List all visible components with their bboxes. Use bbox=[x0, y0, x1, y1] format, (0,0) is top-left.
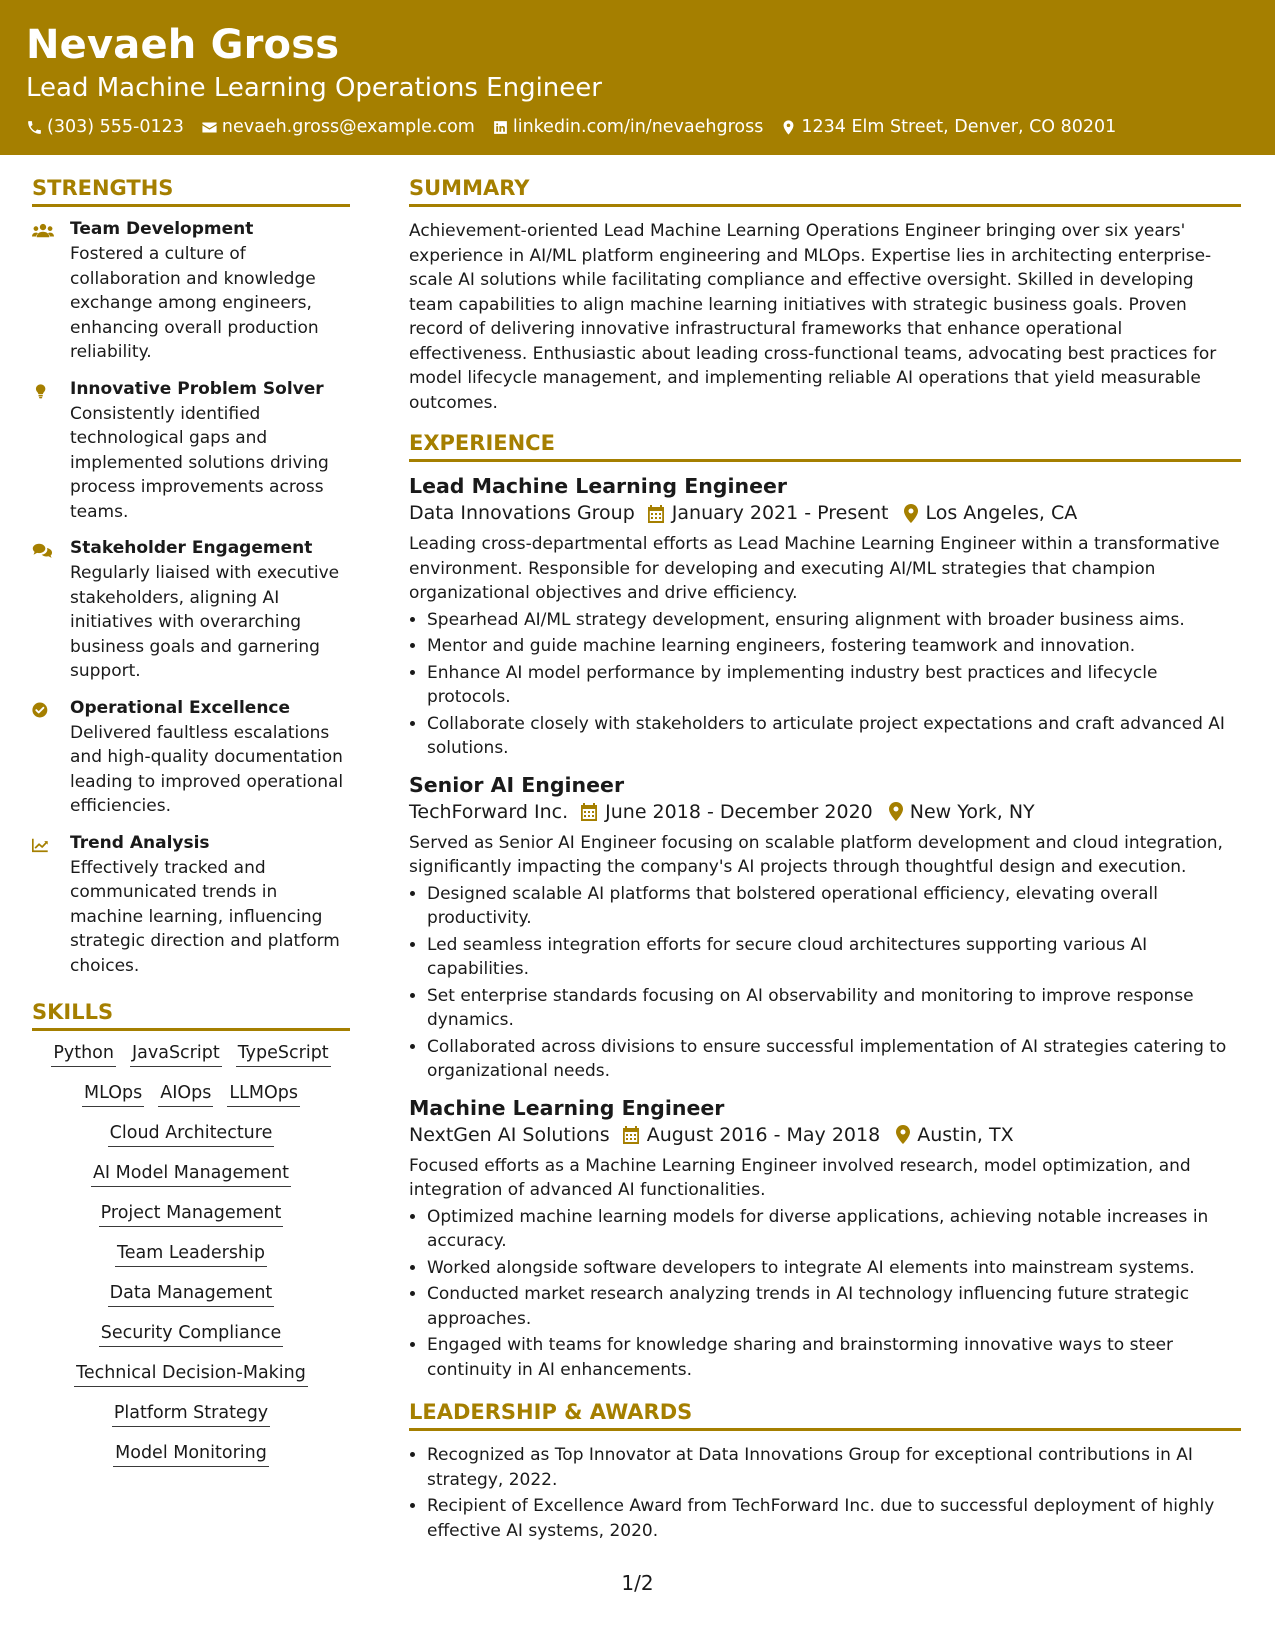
job-company: NextGen AI Solutions bbox=[409, 1123, 610, 1146]
skill-tag: JavaScript bbox=[130, 1043, 222, 1067]
job-bullets bbox=[409, 608, 1241, 761]
job-bullet: • Led seamless integration efforts for secure cloud architectures supporting various AI capabilities. bbox=[427, 933, 1241, 982]
contact-bar bbox=[26, 117, 1133, 137]
job-meta bbox=[409, 801, 1241, 823]
skills-heading: SKILLS bbox=[32, 1000, 350, 1031]
job-title: Senior AI Engineer bbox=[409, 772, 625, 797]
job-location: Austin, TX bbox=[917, 1123, 1014, 1146]
job-description: Served as Senior AI Engineer focusing on scalable platform development and cloud integration, significantly impacting the company's AI projects through thoughtful design and execution. bbox=[409, 832, 1223, 877]
skill-tag: AI Model Management bbox=[91, 1163, 291, 1187]
job-bullet: • Enhance AI model performance by implementing industry best practices and lifecycle protocols. bbox=[427, 661, 1241, 710]
strengths-heading: STRENGTHS bbox=[32, 176, 350, 207]
map-marker-icon bbox=[896, 1125, 910, 1144]
job-bullet: • Collaborate closely with stakeholders to articulate project expectations and craft advanced AI solutions. bbox=[427, 712, 1241, 761]
strength-desc: Consistently identified technological gaps and implemented solutions driving process improvements across teams. bbox=[70, 403, 329, 522]
job-location: New York, NY bbox=[909, 800, 1035, 823]
job-dates: January 2021 - Present bbox=[671, 502, 889, 524]
strength-item bbox=[32, 538, 350, 684]
skill-tag: TypeScript bbox=[236, 1043, 331, 1067]
contact-address bbox=[780, 117, 1116, 137]
job-bullet: • Mentor and guide machine learning engineers, fostering teamwork and innovation. bbox=[427, 634, 1241, 659]
strength-title: Trend Analysis bbox=[70, 832, 210, 853]
job-meta bbox=[409, 1124, 1241, 1146]
strength-item bbox=[32, 379, 350, 525]
job-dates: August 2016 - May 2018 bbox=[646, 1123, 881, 1146]
chart-line-icon bbox=[32, 835, 54, 855]
map-marker-icon bbox=[904, 504, 918, 523]
awards-list bbox=[409, 1443, 1241, 1543]
award-item: • Recipient of Excellence Award from TechForward Inc. due to successful deployment of highly effective AI systems, 2020. bbox=[427, 1494, 1241, 1543]
page-number: 1/2 bbox=[621, 1571, 654, 1595]
map-marker-icon bbox=[780, 119, 797, 136]
job-bullet: • Conducted market research analyzing trends in AI technology influencing future strategic approaches. bbox=[427, 1282, 1241, 1331]
strength-desc: Fostered a culture of collaboration and knowledge exchange among engineers, enhancing overall production reliability. bbox=[70, 244, 319, 362]
contact-email[interactable] bbox=[201, 117, 475, 137]
skill-tag: Cloud Architecture bbox=[108, 1123, 275, 1147]
job-entry bbox=[409, 474, 1241, 761]
candidate-role: Lead Machine Learning Operations Engineer bbox=[26, 73, 602, 103]
skills-list bbox=[32, 1043, 350, 1467]
strength-title: Operational Excellence bbox=[70, 697, 291, 718]
job-location: Los Angeles, CA bbox=[925, 502, 1078, 524]
job-bullet: • Optimized machine learning models for diverse applications, achieving notable increases in accuracy. bbox=[427, 1205, 1241, 1254]
job-bullet: • Collaborated across divisions to ensure successful implementation of AI strategies catering to organizational needs. bbox=[427, 1035, 1241, 1084]
awards-heading: LEADERSHIP & AWARDS bbox=[409, 1400, 1241, 1431]
skill-tag: Security Compliance bbox=[99, 1323, 283, 1347]
job-bullets bbox=[409, 1205, 1241, 1383]
check-circle-icon bbox=[32, 700, 54, 720]
skill-tag: Model Monitoring bbox=[113, 1443, 269, 1467]
resume-header bbox=[0, 0, 1275, 155]
candidate-name: Nevaeh Gross bbox=[26, 22, 340, 68]
summary-text: Achievement-oriented Lead Machine Learning Operations Engineer bringing over six years' experience in AI/ML platform engineering and MLOps. Expertise lies in architecting enterprise-scale AI solutions while facilitating compliance and effective oversight. Skilled in developing team capabilities to align machine learning initiatives with strategic business goals. Proven record of delivering innovative infrastructural frameworks that enhance operational effectiveness. Enthusiastic about leading cross-functional teams, advocating best practices for model lifecycle management, and implementing reliable AI operations that yield measurable outcomes. bbox=[409, 221, 1217, 413]
calendar-icon bbox=[647, 504, 665, 523]
skill-tag: AIOps bbox=[158, 1083, 213, 1107]
award-item: • Recognized as Top Innovator at Data Innovations Group for exceptional contributions in AI strategy, 2022. bbox=[427, 1443, 1241, 1492]
contact-phone bbox=[26, 117, 184, 137]
address-text: 1234 Elm Street, Denver, CO 80201 bbox=[801, 117, 1117, 137]
summary-heading: SUMMARY bbox=[409, 176, 1241, 207]
job-dates: June 2018 - December 2020 bbox=[605, 800, 873, 823]
strength-title: Team Development bbox=[70, 219, 254, 239]
phone-icon bbox=[26, 119, 43, 136]
job-company: TechForward Inc. bbox=[409, 800, 569, 823]
linkedin-text[interactable]: linkedin.com/in/nevaehgross bbox=[512, 117, 764, 137]
job-title: Lead Machine Learning Engineer bbox=[409, 474, 787, 498]
job-title: Machine Learning Engineer bbox=[409, 1095, 725, 1120]
skill-tag: LLMOps bbox=[227, 1083, 300, 1107]
skill-tag: Platform Strategy bbox=[112, 1403, 270, 1427]
strength-item bbox=[32, 698, 350, 819]
job-description: Focused efforts as a Machine Learning Engineer involved research, model optimization, and integration of advanced AI functionalities. bbox=[409, 1155, 1191, 1200]
users-icon bbox=[32, 221, 54, 241]
right-column bbox=[409, 176, 1241, 1545]
job-entry bbox=[409, 1096, 1241, 1383]
strength-item bbox=[32, 219, 350, 365]
linkedin-icon bbox=[492, 119, 509, 136]
skill-tag: Team Leadership bbox=[115, 1243, 267, 1267]
comments-icon bbox=[32, 540, 54, 560]
job-description: Leading cross-departmental efforts as Lead Machine Learning Engineer within a transformative environment. Responsible for developing and executing AI/ML strategies that champion organizational objectives and drive efficiency. bbox=[409, 534, 1220, 603]
job-entry bbox=[409, 773, 1241, 1084]
envelope-icon bbox=[201, 119, 218, 136]
phone-text: (303) 555-0123 bbox=[47, 117, 184, 137]
job-bullet: • Engaged with teams for knowledge sharing and brainstorming innovative ways to steer continuity in AI enhancements. bbox=[427, 1333, 1241, 1382]
job-bullet: • Spearhead AI/ML strategy development, ensuring alignment with broader business aims. bbox=[427, 608, 1241, 633]
strength-title: Innovative Problem Solver bbox=[70, 378, 324, 399]
job-company: Data Innovations Group bbox=[409, 502, 635, 524]
job-bullet: • Designed scalable AI platforms that bolstered operational efficiency, elevating overall productivity. bbox=[427, 882, 1241, 931]
experience-heading: EXPERIENCE bbox=[409, 431, 1241, 462]
strength-title: Stakeholder Engagement bbox=[70, 538, 313, 558]
calendar-icon bbox=[622, 1125, 640, 1144]
strength-desc: Delivered faultless escalations and high-quality documentation leading to improved operational efficiencies. bbox=[70, 722, 344, 816]
skill-tag: Project Management bbox=[99, 1203, 284, 1227]
map-marker-icon bbox=[889, 802, 903, 821]
lightbulb-icon bbox=[32, 381, 54, 401]
strength-item bbox=[32, 833, 350, 979]
skill-tag: Python bbox=[51, 1043, 116, 1067]
job-meta bbox=[409, 502, 1241, 524]
calendar-icon bbox=[580, 802, 598, 821]
skill-tag: Data Management bbox=[108, 1283, 275, 1307]
job-bullet: • Worked alongside software developers to integrate AI elements into mainstream systems. bbox=[427, 1256, 1241, 1281]
skill-tag: Technical Decision-Making bbox=[74, 1363, 308, 1387]
left-column bbox=[32, 176, 350, 1483]
strength-desc: Effectively tracked and communicated trends in machine learning, influencing strategic direction and platform choices. bbox=[70, 857, 340, 976]
email-text[interactable]: nevaeh.gross@example.com bbox=[221, 117, 475, 137]
contact-linkedin[interactable] bbox=[492, 117, 764, 137]
job-bullets bbox=[409, 882, 1241, 1084]
skill-tag: MLOps bbox=[82, 1083, 144, 1107]
job-bullet: • Set enterprise standards focusing on AI observability and monitoring to improve response dynamics. bbox=[427, 984, 1241, 1033]
strength-desc: Regularly liaised with executive stakeholders, aligning AI initiatives with overarching business goals and garnering support. bbox=[70, 563, 340, 681]
